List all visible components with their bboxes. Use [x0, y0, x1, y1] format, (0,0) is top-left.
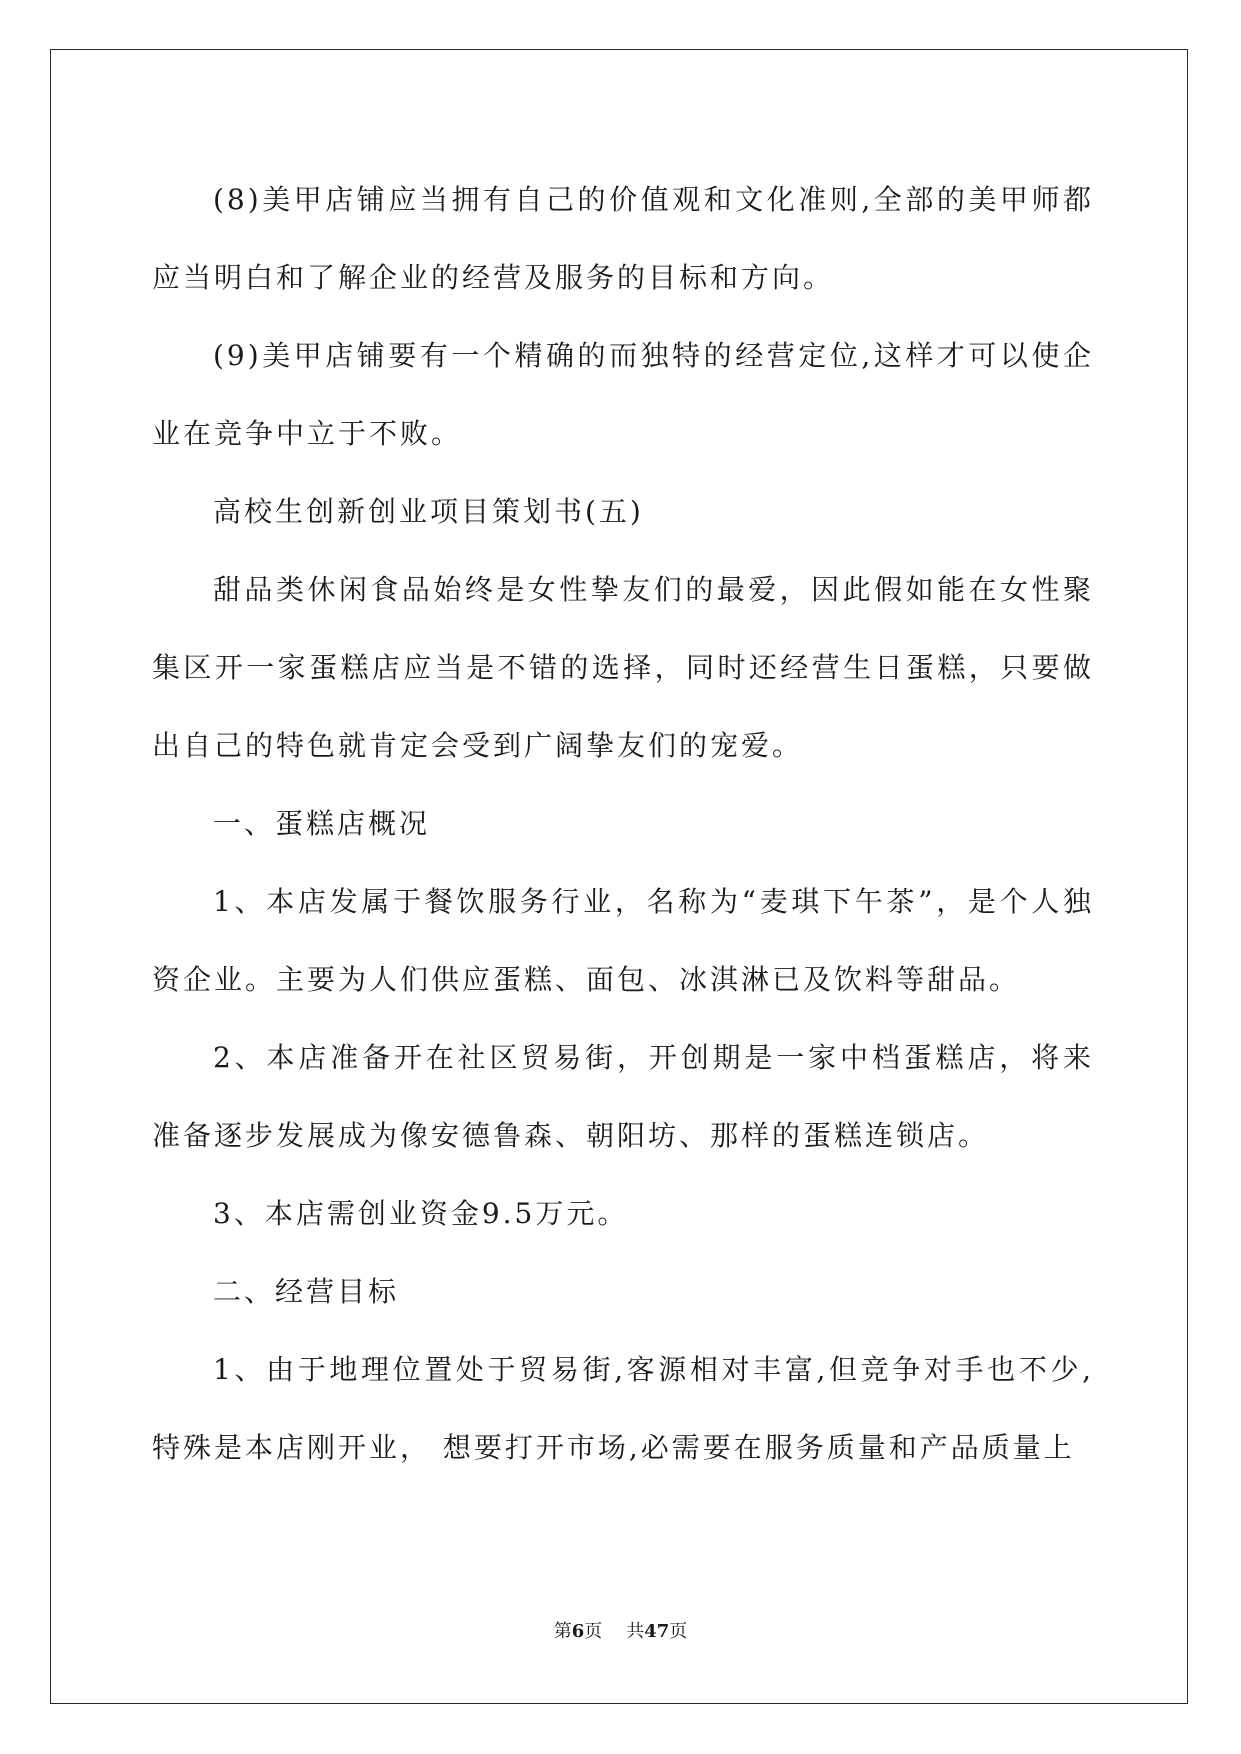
paragraph-goals-1: 1、由于地理位置处于贸易街,客源相对丰富,但竞争对手也不少,特殊是本店刚开业， 想要打开市场,必需要在服务质量和产品质量上: [152, 1353, 1094, 1464]
paragraph-overview-1: 1、本店发属于餐饮服务行业，名称为“麦琪下午茶”，是个人独资企业。主要为人们供应蛋糕、面包、冰淇淋已及饮料等甜品。: [152, 885, 1094, 996]
paragraph-item-8: (8)美甲店铺应当拥有自己的价值观和文化准则,全部的美甲师都应当明白和了解企业的经营及服务的目标和方向。: [152, 183, 1094, 294]
document-body: [152, 161, 1094, 1487]
current-page-number: 6: [571, 1621, 585, 1642]
total-pages-number: 47: [644, 1621, 670, 1642]
section-title: 高校生创新创业项目策划书(五): [213, 495, 644, 528]
footer-total-suffix: 页: [669, 1621, 688, 1642]
heading-goals: 二、经营目标: [213, 1275, 400, 1308]
heading-overview: 一、蛋糕店概况: [213, 807, 431, 840]
page-footer: [0, 1620, 1241, 1644]
paragraph-intro: 甜品类休闲食品始终是女性挚友们的最爱，因此假如能在女性聚集区开一家蛋糕店应当是不错的选择，同时还经营生日蛋糕，只要做出自己的特色就肯定会受到广阔挚友们的宠爱。: [152, 573, 1094, 762]
paragraph-overview-2: 2、本店准备开在社区贸易街，开创期是一家中档蛋糕店，将来准备逐步发展成为像安德鲁森、朝阳坊、那样的蛋糕连锁店。: [152, 1041, 1094, 1152]
paragraph-item-9: (9)美甲店铺要有一个精确的而独特的经营定位,这样才可以使企业在竞争中立于不败。: [152, 339, 1094, 450]
footer-page-suffix: 页: [584, 1621, 603, 1642]
footer-total-prefix: 共: [626, 1621, 645, 1642]
footer-prefix: 第: [553, 1621, 572, 1642]
paragraph-overview-3: 3、本店需创业资金9.5万元。: [213, 1197, 629, 1230]
